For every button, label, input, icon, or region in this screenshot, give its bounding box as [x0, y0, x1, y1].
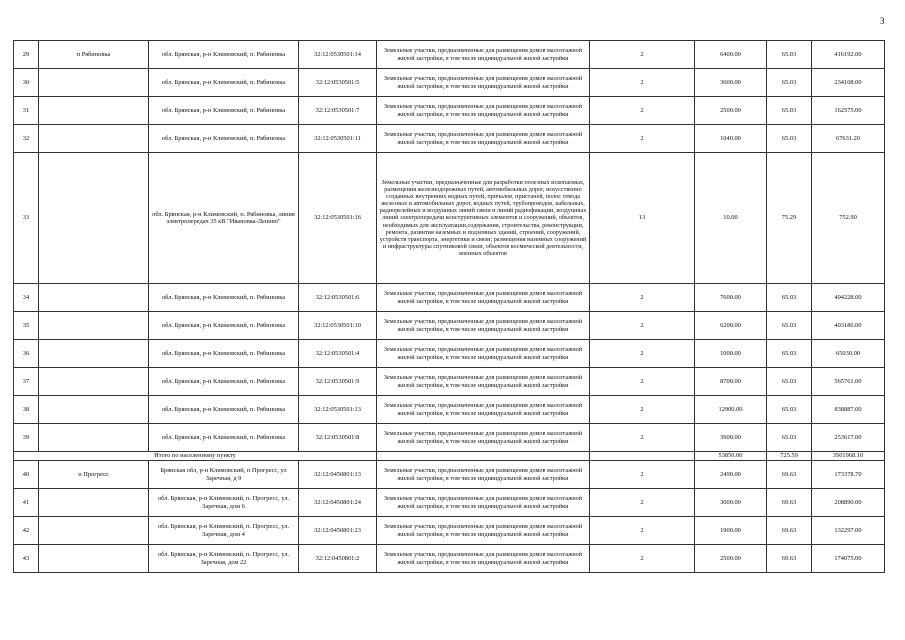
permitted-use-cell: Земельные участки, предназначенные для размещения домов малоэтажной жилой застройки, в том числе индивидуальной жилой застройки: [377, 489, 590, 517]
use-group-cell: 2: [590, 545, 695, 573]
locality-cell: [39, 153, 149, 284]
cadastral-value-cell: 253617.00: [812, 424, 885, 452]
row-number-cell: 37: [14, 368, 39, 396]
permitted-use-cell: Земельные участки, предназначенные для размещения домов малоэтажной жилой застройки, в том числе индивидуальной жилой застройки: [377, 41, 590, 69]
cadastral-number-cell: 32:12:0530501:13: [299, 396, 377, 424]
use-group-cell: 2: [590, 340, 695, 368]
cadastral-number-cell: 32:12:0530501:10: [299, 312, 377, 340]
specific-value-cell: 75.29: [767, 153, 812, 284]
row-number-cell: 41: [14, 489, 39, 517]
locality-cell: [39, 368, 149, 396]
permitted-use-cell: Земельные участки, предназначенные для размещения домов малоэтажной жилой застройки, в том числе индивидуальной жилой застройки: [377, 461, 590, 489]
use-group-cell: 2: [590, 424, 695, 452]
locality-cell: п Рябиновка: [39, 41, 149, 69]
row-number-cell: 42: [14, 517, 39, 545]
permitted-use-cell: Земельные участки, предназначенные для размещения домов малоэтажной жилой застройки, в том числе индивидуальной жилой застройки: [377, 368, 590, 396]
address-cell: обл. Брянская, р-н Климовский, п. Прогресс, ул. Заречная, дом 22: [149, 545, 299, 573]
total-value-cell: 3501968.10: [812, 452, 885, 461]
cadastral-value-cell: 67631.20: [812, 125, 885, 153]
specific-value-cell: 69.63: [767, 489, 812, 517]
use-group-cell: 2: [590, 312, 695, 340]
specific-value-cell: 65.03: [767, 368, 812, 396]
cadastral-number-cell: 32:12:0530501:6: [299, 284, 377, 312]
permitted-use-cell: Земельные участки, предназначенные для размещения домов малоэтажной жилой застройки, в том числе индивидуальной жилой застройки: [377, 312, 590, 340]
row-number-cell: 39: [14, 424, 39, 452]
specific-value-cell: 65.03: [767, 97, 812, 125]
specific-value-cell: 65.03: [767, 69, 812, 97]
table-row: [14, 153, 885, 284]
row-number-cell: 33: [14, 153, 39, 284]
page-number: 3: [880, 16, 885, 26]
row-number-cell: 30: [14, 69, 39, 97]
permitted-use-cell: Земельные участки, предназначенные для размещения домов малоэтажной жилой застройки, в том числе индивидуальной жилой застройки: [377, 340, 590, 368]
locality-cell: [39, 424, 149, 452]
area-cell: 2500.00: [695, 97, 767, 125]
table-row: [14, 41, 885, 69]
row-number-cell: 43: [14, 545, 39, 573]
cadastral-value-cell: 162575.00: [812, 97, 885, 125]
land-plots-table: [13, 40, 885, 573]
permitted-use-cell: Земельные участки, предназначенные для размещения домов малоэтажной жилой застройки, в том числе индивидуальной жилой застройки: [377, 125, 590, 153]
cadastral-value-cell: 65030.00: [812, 340, 885, 368]
specific-value-cell: 69.63: [767, 545, 812, 573]
row-number-cell: 32: [14, 125, 39, 153]
cadastral-number-cell: 32:12:0530501:14: [299, 41, 377, 69]
area-cell: 7600.00: [695, 284, 767, 312]
locality-cell: [39, 340, 149, 368]
address-cell: обл. Брянская, р-н Климовский, п. Рябиновка: [149, 340, 299, 368]
cadastral-number-cell: 32:12:0450801:13: [299, 461, 377, 489]
area-cell: 6200.00: [695, 312, 767, 340]
address-cell: обл. Брянская, р-н Климовский, п. Рябиновка: [149, 424, 299, 452]
specific-value-cell: 69.63: [767, 461, 812, 489]
cadastral-number-cell: 32:12:0530501:8: [299, 424, 377, 452]
address-cell: обл. Брянская, р-н Климовский, п. Рябиновка: [149, 41, 299, 69]
cadastral-number-cell: 32:12:0450801:24: [299, 489, 377, 517]
table-row: [14, 424, 885, 452]
area-cell: 3900.00: [695, 424, 767, 452]
specific-value-cell: 65.03: [767, 424, 812, 452]
area-cell: 2490.00: [695, 461, 767, 489]
area-cell: 1900.00: [695, 517, 767, 545]
cadastral-value-cell: 403186.00: [812, 312, 885, 340]
cadastral-number-cell: 32:12:0530501:11: [299, 125, 377, 153]
total-purpose-cell: [377, 452, 590, 461]
address-cell: обл. Брянская, р-н Климовский, п. Рябиновка: [149, 368, 299, 396]
row-number-cell: 35: [14, 312, 39, 340]
total-area-cell: 53850.00: [695, 452, 767, 461]
area-cell: 12900.00: [695, 396, 767, 424]
use-group-cell: 2: [590, 517, 695, 545]
cadastral-value-cell: 838887.00: [812, 396, 885, 424]
cadastral-number-cell: 32:12:0530501:4: [299, 340, 377, 368]
use-group-cell: 2: [590, 41, 695, 69]
row-number-cell: 29: [14, 41, 39, 69]
specific-value-cell: 65.03: [767, 41, 812, 69]
locality-cell: [39, 545, 149, 573]
table-row: [14, 368, 885, 396]
locality-total-row: [14, 452, 885, 461]
locality-cell: п Прогресс: [39, 461, 149, 489]
locality-cell: [39, 97, 149, 125]
area-cell: 1000.00: [695, 340, 767, 368]
specific-value-cell: 65.03: [767, 125, 812, 153]
area-cell: 3600.00: [695, 69, 767, 97]
cadastral-number-cell: 32:12:0450801:23: [299, 517, 377, 545]
specific-value-cell: 65.03: [767, 396, 812, 424]
cadastral-number-cell: 32:12:0530501:5: [299, 69, 377, 97]
use-group-cell: 2: [590, 368, 695, 396]
address-cell: обл. Брянская, р-н Климовский, п. Рябиновка: [149, 284, 299, 312]
total-category-cell: [590, 452, 695, 461]
cadastral-value-cell: 234108.00: [812, 69, 885, 97]
use-group-cell: 2: [590, 396, 695, 424]
address-cell: Брянская обл, р-н Климовский, п Прогресс, ул Заречная, д 9: [149, 461, 299, 489]
area-cell: 2500.00: [695, 545, 767, 573]
area-cell: 10.00: [695, 153, 767, 284]
permitted-use-cell: Земельные участки, предназначенные для размещения домов малоэтажной жилой застройки, в том числе индивидуальной жилой застройки: [377, 545, 590, 573]
address-cell: обл. Брянская, р-н Климовский, п. Рябиновка, линия электропередач 35 кВ "Ивановка-Лешню": [149, 153, 299, 284]
permitted-use-cell: Земельные участки, предназначенные для размещения домов малоэтажной жилой застройки, в том числе индивидуальной жилой застройки: [377, 284, 590, 312]
cadastral-value-cell: 173378.70: [812, 461, 885, 489]
area-cell: 6400.00: [695, 41, 767, 69]
row-number-cell: 40: [14, 461, 39, 489]
table-body: [14, 41, 885, 573]
specific-value-cell: 65.03: [767, 284, 812, 312]
use-group-cell: 2: [590, 461, 695, 489]
use-group-cell: 2: [590, 284, 695, 312]
cadastral-value-cell: 494228.00: [812, 284, 885, 312]
table-row: [14, 97, 885, 125]
table-row: [14, 396, 885, 424]
area-cell: 3000.00: [695, 489, 767, 517]
table-row: [14, 517, 885, 545]
locality-cell: [39, 396, 149, 424]
use-group-cell: 2: [590, 97, 695, 125]
cadastral-number-cell: 32:12:0530501:7: [299, 97, 377, 125]
locality-cell: [39, 284, 149, 312]
locality-cell: [39, 69, 149, 97]
cadastral-number-cell: 32:12:0530501:16: [299, 153, 377, 284]
specific-value-cell: 69.63: [767, 517, 812, 545]
area-cell: 8700.00: [695, 368, 767, 396]
permitted-use-cell: Земельные участки, предназначенные для размещения домов малоэтажной жилой застройки, в том числе индивидуальной жилой застройки: [377, 517, 590, 545]
permitted-use-cell: Земельные участки, предназначенные для размещения домов малоэтажной жилой застройки, в том числе индивидуальной жилой застройки: [377, 69, 590, 97]
specific-value-cell: 65.03: [767, 312, 812, 340]
permitted-use-cell: Земельные участки, предназначенные для размещения домов малоэтажной жилой застройки, в том числе индивидуальной жилой застройки: [377, 396, 590, 424]
use-group-cell: 2: [590, 489, 695, 517]
locality-cell: [39, 312, 149, 340]
locality-cell: [39, 125, 149, 153]
cadastral-value-cell: 565761.00: [812, 368, 885, 396]
table-row: [14, 340, 885, 368]
cadastral-value-cell: 752.90: [812, 153, 885, 284]
table-row: [14, 545, 885, 573]
locality-cell: [39, 489, 149, 517]
address-cell: обл. Брянская, р-н Климовский, п. Рябиновка: [149, 125, 299, 153]
address-cell: обл. Брянская, р-н Климовский, п. Прогресс, ул. Заречная, дом 6: [149, 489, 299, 517]
permitted-use-cell: Земельные участки, предназначенные для размещения домов малоэтажной жилой застройки, в том числе индивидуальной жилой застройки: [377, 97, 590, 125]
specific-value-cell: 65.03: [767, 340, 812, 368]
table-row: [14, 284, 885, 312]
use-group-cell: 2: [590, 69, 695, 97]
address-cell: обл. Брянская, р-н Климовский, п. Рябиновка: [149, 97, 299, 125]
table-row: [14, 312, 885, 340]
area-cell: 1040.00: [695, 125, 767, 153]
row-number-cell: 38: [14, 396, 39, 424]
cadastral-value-cell: 132297.00: [812, 517, 885, 545]
permitted-use-cell: Земельные участки, предназначенные для размещения домов малоэтажной жилой застройки, в том числе индивидуальной жилой застройки: [377, 424, 590, 452]
table-row: [14, 69, 885, 97]
total-rate-cell: 725.59: [767, 452, 812, 461]
cadastral-value-cell: 174075.00: [812, 545, 885, 573]
row-number-cell: 34: [14, 284, 39, 312]
table-row: [14, 489, 885, 517]
cadastral-value-cell: 416192.00: [812, 41, 885, 69]
locality-cell: [39, 517, 149, 545]
total-label: Итого по населенному пункту: [14, 452, 377, 461]
row-number-cell: 31: [14, 97, 39, 125]
cadastral-number-cell: 32:12:0530501:9: [299, 368, 377, 396]
use-group-cell: 2: [590, 125, 695, 153]
table-row: [14, 461, 885, 489]
address-cell: обл. Брянская, р-н Климовский, п. Рябиновка: [149, 312, 299, 340]
address-cell: обл. Брянская, р-н Климовский, п. Рябиновка: [149, 396, 299, 424]
address-cell: обл. Брянская, р-н Климовский, п. Рябиновка: [149, 69, 299, 97]
cadastral-value-cell: 208890.00: [812, 489, 885, 517]
use-group-cell: 13: [590, 153, 695, 284]
row-number-cell: 36: [14, 340, 39, 368]
permitted-use-cell: Земельные участки, предназначенные для разработки полезных ископаемых, размещения железнодорожных путей, автомобильных дорог, искусственно созданных внутренних водных путей, причалов, пристаней, полос отвода железных и автомобильных дорог, водных путей, трубопроводов, кабельных, радиорелейных и воздушных линий связи и линий радиофикации, воздушных линий электропередачи конструктивных элементов и сооружений, объектов, необходимых для эксплуатации,содержания, строительства, реконструкции, ремонта, развития наземных и подземных зданий, строений, сооружений, устройств транспорта, энергетики и связи; размещения наземных сооружений и инфраструктуры спутниковой связи, объектов космической деятельности, военных объектов: [377, 153, 590, 284]
table-row: [14, 125, 885, 153]
address-cell: обл. Брянская, р-н Климовский, п. Прогресс, ул. Заречная, дом 4: [149, 517, 299, 545]
cadastral-number-cell: 32:12:0450801:2: [299, 545, 377, 573]
